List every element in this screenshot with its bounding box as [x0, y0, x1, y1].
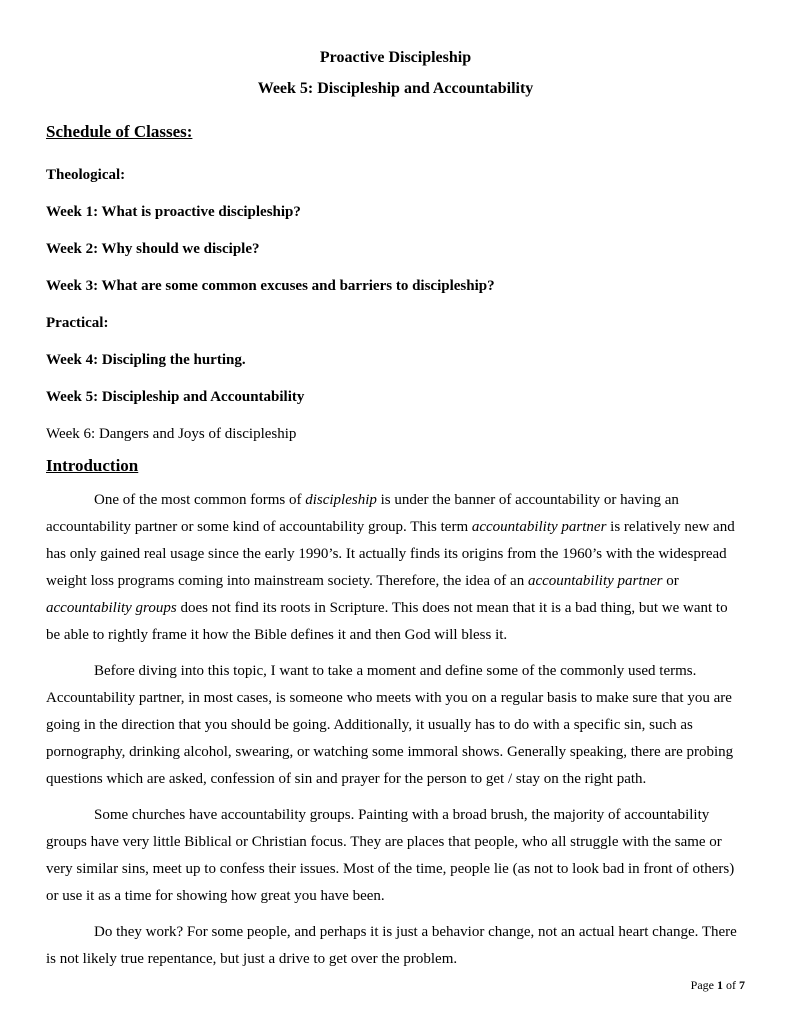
- text-run: Do they work? For some people, and perhaps it is just a behavior change, not an actual heart change. There is not likely true repentance, but just a drive to get over the problem.: [46, 924, 737, 967]
- schedule-item: Week 3: What are some common excuses and barriers to discipleship?: [46, 278, 495, 294]
- footer-page-label: Page: [690, 978, 717, 992]
- italic-text-run: discipleship: [305, 492, 377, 508]
- paragraph: [46, 802, 745, 910]
- text-run: One of the most common forms of: [94, 492, 306, 508]
- text-run: Some churches have accountability groups. Painting with a broad brush, the majority of accountability groups have very little Biblical or Christian focus. They are places that people, who all struggle with the same or very similar sins, meet up to confess their issues. Most of the time, people lie (as not to look bad in front of others) or use it as a time for showing how great you have been.: [46, 807, 735, 904]
- italic-text-run: accountability partner: [471, 519, 607, 535]
- schedule-item: Week 5: Discipleship and Accountability: [46, 389, 305, 405]
- schedule-list: [46, 157, 745, 453]
- document-title: Proactive Discipleship: [319, 49, 472, 66]
- italic-text-run: accountability partner: [527, 573, 663, 589]
- schedule-item: Week 2: Why should we disciple?: [46, 241, 260, 257]
- page-footer: [691, 978, 745, 992]
- text-run: or: [662, 573, 679, 589]
- text-run: Before diving into this topic, I want to take a moment and define some of the commonly used terms. Accountability partner, in most cases, is someone who meets with you on a regular basis to make sure that you are going in the direction that you should be going. Additionally, it usually has to do with a specific sin, such as pornography, drinking alcohol, swearing, or watching some immoral shows. Generally speaking, there are probing questions which are asked, confession of sin and prayer for the person to get / stay on the right path.: [46, 663, 734, 787]
- text-run: is relatively new and has only gained real usage since the early 1990’s. It actually finds its origins from the 1960’s with the widespread weight loss programs coming into mainstream society. Therefore, the idea of an: [46, 519, 735, 589]
- schedule-item: Week 6: Dangers and Joys of discipleship: [46, 426, 297, 442]
- paragraph: [46, 658, 745, 793]
- paragraph: [46, 919, 745, 973]
- footer-total-pages: 7: [739, 978, 745, 992]
- introduction-heading: Introduction: [46, 456, 139, 475]
- text-run: is under the banner of accountability or having an accountability partner or some kind of accountability group. This term: [46, 492, 679, 535]
- footer-of-label: of: [723, 978, 739, 992]
- document-subtitle: Week 5: Discipleship and Accountability: [257, 80, 534, 97]
- footer-page-number: 1: [717, 978, 723, 992]
- schedule-item: Theological:: [46, 167, 126, 183]
- schedule-heading: Schedule of Classes:: [46, 122, 193, 141]
- schedule-item: Week 1: What is proactive discipleship?: [46, 204, 301, 220]
- text-run: does not find its roots in Scripture. This does not mean that it is a bad thing, but we want to be able to rightly frame it how the Bible defines it and then God will bless it.: [46, 600, 728, 643]
- italic-text-run: accountability groups: [46, 600, 177, 616]
- intro-paragraphs: [46, 487, 745, 973]
- schedule-item: Week 4: Discipling the hurting.: [46, 352, 246, 368]
- paragraph: [46, 487, 745, 649]
- schedule-item: Practical:: [46, 315, 109, 331]
